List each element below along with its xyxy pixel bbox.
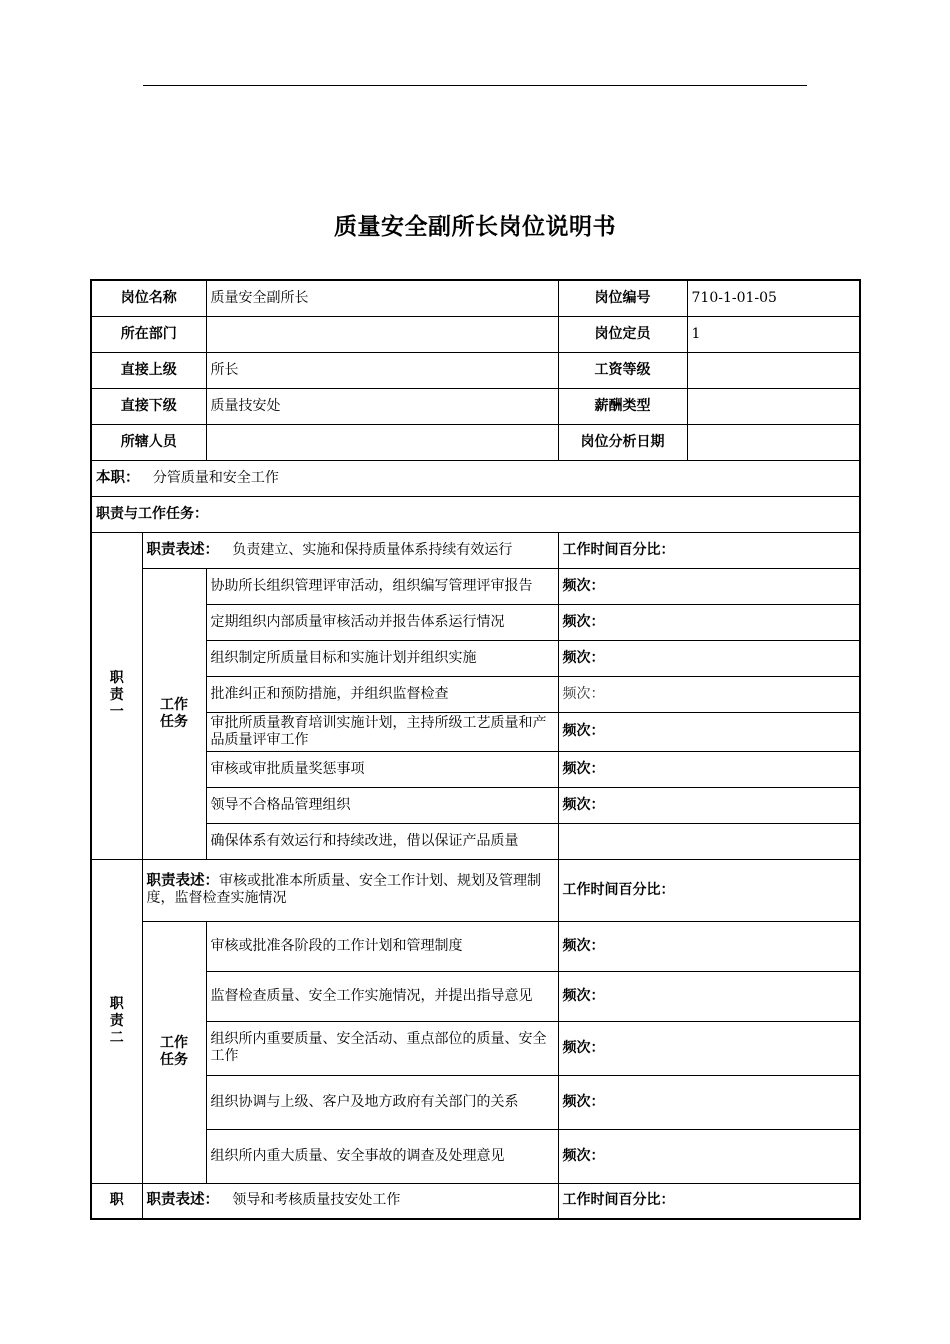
task-row (91, 971, 860, 1021)
duty-1-description: 负责建立、实施和保持质量体系持续有效运行 (232, 541, 513, 558)
time-percent-label: 工作时间百分比： (558, 532, 860, 568)
task-item: 监督检查质量、安全工作实施情况，并提出指导意见 (206, 971, 558, 1021)
task-label: 工作 任务 (142, 921, 206, 1183)
duties-header-row (91, 496, 860, 532)
job-description-table (90, 279, 861, 1220)
frequency-label: 频次： (558, 1129, 860, 1183)
position-name-value: 质量安全副所长 (206, 280, 558, 316)
headcount-label: 岗位定员 (558, 316, 687, 352)
frequency-label: 频次： (558, 751, 860, 787)
main-duty-value: 分管质量和安全工作 (152, 469, 279, 486)
task-row (91, 1021, 860, 1075)
frequency-label: 频次： (558, 971, 860, 1021)
frequency-label: 频次： (558, 921, 860, 971)
department-label: 所在部门 (91, 316, 206, 352)
task-row (91, 568, 860, 604)
duty-1-description-row (91, 532, 860, 568)
task-label: 工作 任务 (142, 568, 206, 859)
staff-value (206, 424, 558, 460)
subordinate-value: 质量技安处 (206, 388, 558, 424)
task-item: 组织所内重大质量、安全事故的调查及处理意见 (206, 1129, 558, 1183)
info-row (91, 280, 860, 316)
frequency-label: 频次： (558, 640, 860, 676)
superior-value: 所长 (206, 352, 558, 388)
duty-2-label: 职 责 二 (91, 859, 142, 1183)
task-item: 组织所内重要质量、安全活动、重点部位的质量、安全工作 (206, 1021, 558, 1075)
info-row (91, 388, 860, 424)
task-item: 定期组织内部质量审核活动并报告体系运行情况 (206, 604, 558, 640)
subordinate-label: 直接下级 (91, 388, 206, 424)
duty-3-description: 领导和考核质量技安处工作 (232, 1192, 401, 1209)
task-item: 批准纠正和预防措施，并组织监督检查 (206, 676, 558, 712)
duty-desc-label: 职责表述： (146, 1192, 219, 1209)
duty-1-label: 职 责 一 (91, 532, 142, 859)
main-duty-row (91, 460, 860, 496)
time-percent-label: 工作时间百分比： (558, 859, 860, 921)
task-item: 协助所长组织管理评审活动，组织编写管理评审报告 (206, 568, 558, 604)
task-row (91, 787, 860, 823)
staff-label: 所辖人员 (91, 424, 206, 460)
salary-grade-value (687, 352, 860, 388)
frequency-label: 频次： (558, 676, 860, 712)
info-row (91, 424, 860, 460)
position-code-value: 710-1-01-05 (687, 280, 860, 316)
frequency-label: 频次： (558, 787, 860, 823)
task-item: 确保体系有效运行和持续改进，借以保证产品质量 (206, 823, 558, 859)
department-value (206, 316, 558, 352)
frequency-label: 频次： (558, 568, 860, 604)
task-item: 审批所质量教育培训实施计划，主持所级工艺质量和产品质量评审工作 (206, 712, 558, 751)
analysis-date-label: 岗位分析日期 (558, 424, 687, 460)
task-row (91, 751, 860, 787)
task-item: 审核或审批质量奖惩事项 (206, 751, 558, 787)
duty-desc-label: 职责表述： (146, 873, 219, 889)
task-item: 组织协调与上级、客户及地方政府有关部门的关系 (206, 1075, 558, 1129)
pay-type-label: 薪酬类型 (558, 388, 687, 424)
frequency-label: 频次： (558, 712, 860, 751)
task-row (91, 921, 860, 971)
info-row (91, 352, 860, 388)
superior-label: 直接上级 (91, 352, 206, 388)
task-item: 组织制定所质量目标和实施计划并组织实施 (206, 640, 558, 676)
task-row (91, 604, 860, 640)
main-duty-label: 本职： (96, 469, 140, 486)
frequency-label: 频次： (558, 1075, 860, 1129)
task-row (91, 1075, 860, 1129)
salary-grade-label: 工资等级 (558, 352, 687, 388)
position-name-label: 岗位名称 (91, 280, 206, 316)
duty-3-description-row (91, 1183, 860, 1219)
info-row (91, 316, 860, 352)
document-title: 质量安全副所长岗位说明书 (334, 214, 616, 240)
duties-header: 职责与工作任务： (91, 496, 860, 532)
task-row (91, 823, 860, 859)
task-row (91, 640, 860, 676)
task-row (91, 712, 860, 751)
duty-2-description: 审核或批准本所质量、安全工作计划、规划及管理制度，监督检查实施情况 (146, 873, 541, 906)
frequency-label: 频次： (558, 604, 860, 640)
duty-2-description-row (91, 859, 860, 921)
task-row (91, 1129, 860, 1183)
position-code-label: 岗位编号 (558, 280, 687, 316)
task-item: 领导不合格品管理组织 (206, 787, 558, 823)
pay-type-value (687, 388, 860, 424)
frequency-label: 频次： (558, 1021, 860, 1075)
header-rule (143, 85, 807, 86)
analysis-date-value (687, 424, 860, 460)
duty-desc-label: 职责表述： (146, 541, 219, 558)
task-row (91, 676, 860, 712)
task-item: 审核或批准各阶段的工作计划和管理制度 (206, 921, 558, 971)
headcount-value: 1 (687, 316, 860, 352)
duty-3-label: 职 (91, 1183, 142, 1219)
time-percent-label: 工作时间百分比： (558, 1183, 860, 1219)
